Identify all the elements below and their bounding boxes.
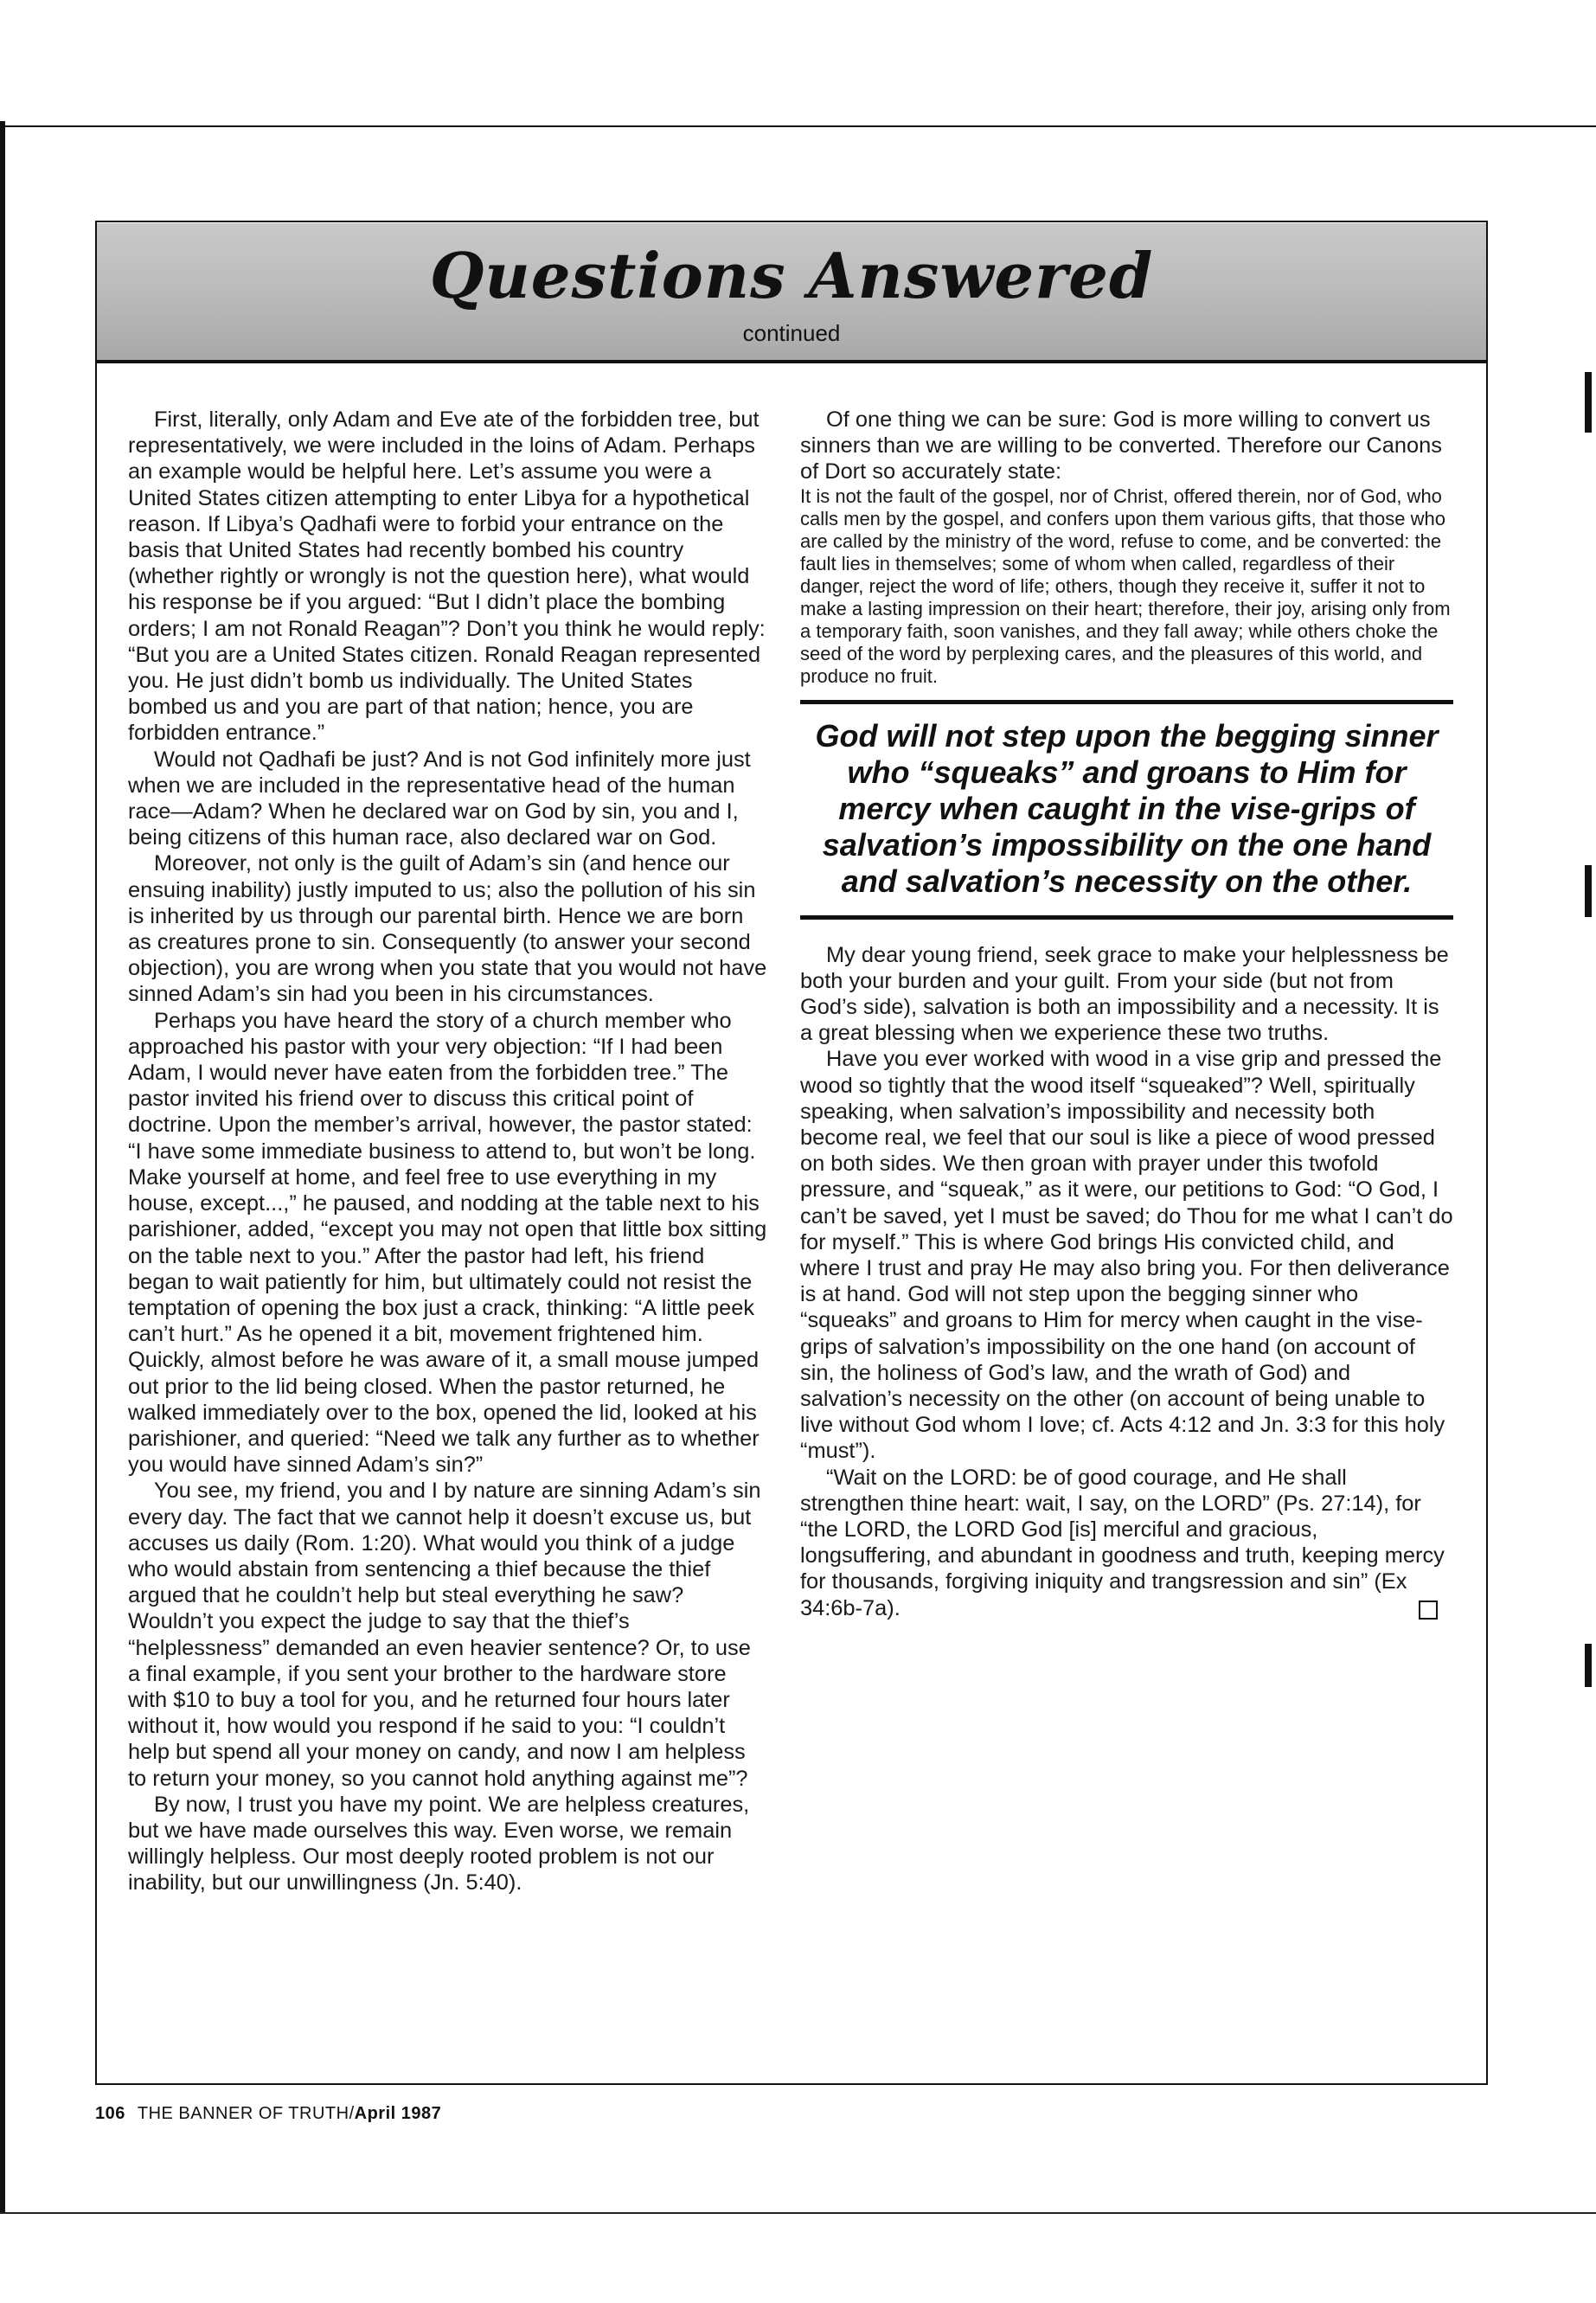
left-column — [128, 407, 768, 1896]
scan-left-edge — [0, 121, 5, 2215]
paragraph: My dear young friend, seek grace to make your helplessness be both your burden and your guilt. From your side (but not from God’s side), salvation is both an impossibility and a necessity. It is a great blessing when we experience these two truths. — [800, 942, 1449, 1046]
paragraph: Perhaps you have heard the story of a church member who approached his pastor with your very objection: “If I had been Adam, I would never have eaten from the forbidden tree.” The pastor invited his friend over to discuss this critical point of doctrine. Upon the member’s arrival, however, the pastor stated: “I have some immediate business to attend to, but won’t be long. Make yourself at home, and feel free to use everything in my house, except...,” he paused, and nodding at the table next to his parishioner, added, “except you may not open that little box sitting on the table next to you.” After the pastor had left, his friend began to wait patiently for him, but ultimately could not resist the temptation of opening the box just a crack, thinking: “A little peek can’t hurt.” As he opened it a bit, movement frightened him. Quickly, almost before he was aware of it, a small mouse jumped out prior to the lid being closed. When the pastor returned, he walked immediately over to the box, opened the lid, looked at his parishioner, and queried: “Need we talk any further as to whether you would have sinned Adam’s sin?” — [128, 1008, 767, 1478]
right-column-body — [800, 942, 1453, 1621]
paragraph: Moreover, not only is the guilt of Adam’s sin (and hence our ensuing inability) justly imputed to us; also the pollution of his sin is inherited by us through our parental birth. Hence we are born as creatures prone to sin. Consequently (to answer your second objection), you are wrong when you state that you would not have sinned Adam’s sin had you been in his circumstances. — [128, 851, 767, 1007]
pull-quote: God will not step upon the begging sinner who “squeaks” and groans to Him for mercy when caught in the vise-grips of salvation’s impossibility on the one hand and salvation’s necessity on the other. — [815, 717, 1439, 899]
issue-date: April 1987 — [354, 2104, 442, 2123]
paragraph: First, literally, only Adam and Eve ate of the forbidden tree, but representatively, we were included in the loins of Adam. Perhaps an example would be helpful here. Let’s assume you were a United States citizen attempting to enter Libya for a hypothetical reason. If Libya’s Qadhafi were to forbid your entrance on the basis that United States had recently bombed his country (whether rightly or wrongly is not the question here), what would his response be if you argued: “But I didn’t place the bombing orders; I am not Ronald Reagan”? Don’t you think he would reply: “But you are a United States citizen. Ronald Reagan represented you. He just didn’t bomb us individually. The United States bombed us and you are part of that nation; hence, you are forbidden entrance.” — [128, 407, 766, 746]
block-quote: It is not the fault of the gospel, nor of Christ, offered therein, nor of God, who calls men by the gospel, and confers upon them various gifts, that those who are called by the ministry of the word, refuse to come, and be converted: the fault lies in themselves; some of whom when called, regardless of their danger, reject the word of life; others, though they receive it, suffer it not to make a lasting impression on their heart; therefore, their joy, arising only from a temporary faith, soon vanishes, and they fall away; while others choke the seed of the word by perplexing cares, and the pleasures of this world, and produce no fruit. — [800, 484, 1451, 687]
paragraph — [800, 1465, 1453, 1621]
right-column — [800, 407, 1453, 1621]
scan-edge-mark — [1585, 372, 1592, 433]
scan-bottom-margin — [0, 2212, 1596, 2303]
paragraph: You see, my friend, you and I by nature are sinning Adam’s sin every day. The fact that we cannot help it doesn’t excuse us, but accuses us daily (Rom. 1:20). What would you think of a judge who would abstain from sentencing a thief because the thief argued that he couldn’t help but steal everything he saw? Wouldn’t you expect the judge to say that the thief’s “helplessness” demanded an even heavier sentence? Or, to use a final example, if you sent your brother to the hardware store with $10 to buy a tool for you, and he returned four hours later without it, how would you respond if he said to you: “I couldn’t help but spend all your money on candy, and now I am helpless to return your money, so you cannot hold anything against me”? — [128, 1479, 761, 1791]
page-subtitle: continued — [742, 320, 841, 346]
paragraph: By now, I trust you have my point. We are helpless creatures, but we have made ourselves this way. Even worse, we remain willingly helpless. Our most deeply rooted problem is not our inability, but our unwillingness (Jn. 5:40). — [128, 1792, 750, 1896]
publication-name: THE BANNER OF TRUTH/ — [137, 2104, 355, 2123]
scan-edge-mark — [1585, 865, 1592, 917]
paragraph: Of one thing we can be sure: God is more willing to convert us sinners than we are willing to be converted. Therefore our Canons of Dort so accurately state: — [800, 407, 1442, 484]
page-title: Questions Answered — [429, 239, 1154, 312]
paragraph: Would not Qadhafi be just? And is not God infinitely more just when we are included in the representative head of the human race—Adam? When he declared war on God by sin, you and I, being citizens of this human race, also declared war on God. — [128, 747, 751, 850]
paragraph: Have you ever worked with wood in a vise grip and pressed the wood so tightly that the wood itself “squeaked”? Well, spiritually speaking, when salvation’s impossibility and necessity both become real, we feel that our soul is like a piece of wood pressed on both sides. We then groan with prayer under this twofold pressure, and “squeak,” as it were, our petitions to God: “O God, I can’t be saved, yet I must be saved; do Thou for me what I can’t do for myself.” This is where God brings His convicted child, and where I trust and pray He may also bring you. For then deliverance is at hand. God will not step upon the begging sinner who “squeaks” and groans to Him for mercy when caught in the vise-grips of salvation’s impossibility on the one hand (on account of sin, the holiness of God’s law, and the wrath of God) and salvation’s necessity on the other (on account of being unable to live without God whom I love; cf. Acts 4:12 and Jn. 3:3 for this holy “must”). — [800, 1047, 1453, 1464]
closing-text: “Wait on the LORD: be of good courage, and He shall strengthen thine heart: wait, I say, on the LORD” (Ps. 27:14), for “the LORD, the LORD God [is] merciful and gracious, longsuffering, and abundant in goodness and truth, keeping mercy for thousands, forgiving iniquity and trangsression and sin” (Ex 34:6b-7a). — [800, 1465, 1445, 1620]
page-number: 106 — [95, 2104, 125, 2123]
header-banner — [97, 223, 1486, 363]
page-footer — [95, 2104, 441, 2124]
scan-top-margin — [0, 0, 1596, 127]
pull-quote-box — [800, 700, 1453, 920]
end-mark-icon — [1419, 1601, 1438, 1620]
scan-edge-mark — [1585, 1644, 1592, 1687]
